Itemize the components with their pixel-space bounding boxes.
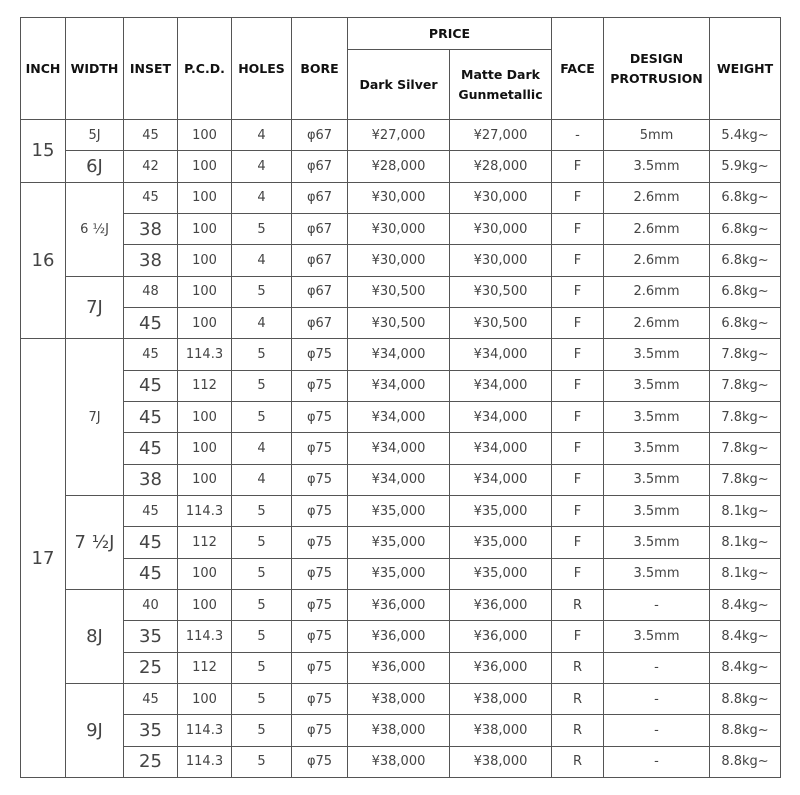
design-protrusion-cell: - [604, 683, 710, 714]
price-dark-silver-cell: ¥36,000 [348, 652, 450, 683]
design-protrusion-cell: 3.5mm [604, 495, 710, 526]
bore-cell: φ75 [292, 558, 348, 589]
header-bore: BORE [292, 18, 348, 120]
table-row [21, 120, 781, 151]
price-matte-dark-gunmetallic-cell: ¥30,000 [450, 245, 552, 276]
price-dark-silver-cell: ¥38,000 [348, 683, 450, 714]
price-dark-silver-cell: ¥34,000 [348, 464, 450, 495]
weight-cell: 8.4kg~ [710, 589, 781, 620]
inset-cell: 25 [124, 652, 178, 683]
pcd-cell: 100 [178, 589, 232, 620]
header-matte-dark-gunmetallic: Matte Dark Gunmetallic [450, 50, 552, 120]
weight-cell: 8.1kg~ [710, 527, 781, 558]
inset-cell: 45 [124, 527, 178, 558]
inset-cell: 40 [124, 589, 178, 620]
pcd-cell: 100 [178, 307, 232, 338]
width-cell: 8J [66, 589, 124, 683]
header-price: PRICE [348, 18, 552, 50]
holes-cell: 5 [232, 401, 292, 432]
design-protrusion-cell: 3.5mm [604, 433, 710, 464]
bore-cell: φ75 [292, 464, 348, 495]
weight-cell: 8.4kg~ [710, 621, 781, 652]
bore-cell: φ75 [292, 589, 348, 620]
header-design-protrusion: DESIGN PROTRUSION [604, 18, 710, 120]
weight-cell: 7.8kg~ [710, 401, 781, 432]
pcd-cell: 100 [178, 151, 232, 182]
weight-cell: 8.8kg~ [710, 683, 781, 714]
inset-cell: 45 [124, 307, 178, 338]
inch-cell: 17 [21, 339, 66, 778]
pcd-cell: 112 [178, 370, 232, 401]
table-row [21, 433, 781, 464]
bore-cell: φ75 [292, 652, 348, 683]
inset-cell: 42 [124, 151, 178, 182]
bore-cell: φ67 [292, 151, 348, 182]
bore-cell: φ75 [292, 495, 348, 526]
price-matte-dark-gunmetallic-cell: ¥34,000 [450, 339, 552, 370]
design-protrusion-cell: - [604, 746, 710, 777]
price-dark-silver-cell: ¥30,500 [348, 276, 450, 307]
price-dark-silver-cell: ¥35,000 [348, 495, 450, 526]
design-protrusion-cell: 2.6mm [604, 245, 710, 276]
table-row [21, 182, 781, 213]
table-row [21, 151, 781, 182]
table-row [21, 370, 781, 401]
inset-cell: 48 [124, 276, 178, 307]
holes-cell: 5 [232, 715, 292, 746]
price-matte-dark-gunmetallic-cell: ¥34,000 [450, 433, 552, 464]
inset-cell: 25 [124, 746, 178, 777]
table-row [21, 683, 781, 714]
pcd-cell: 114.3 [178, 339, 232, 370]
table-row [21, 558, 781, 589]
price-dark-silver-cell: ¥35,000 [348, 527, 450, 558]
price-dark-silver-cell: ¥30,000 [348, 213, 450, 244]
price-matte-dark-gunmetallic-cell: ¥36,000 [450, 652, 552, 683]
face-cell: F [552, 245, 604, 276]
price-matte-dark-gunmetallic-cell: ¥34,000 [450, 370, 552, 401]
inch-cell: 15 [21, 120, 66, 183]
width-cell: 9J [66, 683, 124, 777]
header-face: FACE [552, 18, 604, 120]
face-cell: R [552, 589, 604, 620]
holes-cell: 5 [232, 495, 292, 526]
bore-cell: φ75 [292, 339, 348, 370]
design-protrusion-cell: 2.6mm [604, 276, 710, 307]
design-protrusion-cell: 2.6mm [604, 213, 710, 244]
face-cell: F [552, 213, 604, 244]
price-matte-dark-gunmetallic-cell: ¥38,000 [450, 715, 552, 746]
price-dark-silver-cell: ¥34,000 [348, 433, 450, 464]
holes-cell: 5 [232, 746, 292, 777]
price-matte-dark-gunmetallic-cell: ¥38,000 [450, 746, 552, 777]
pcd-cell: 114.3 [178, 746, 232, 777]
table-row [21, 589, 781, 620]
price-dark-silver-cell: ¥38,000 [348, 746, 450, 777]
face-cell: F [552, 401, 604, 432]
pcd-cell: 100 [178, 464, 232, 495]
table-row [21, 621, 781, 652]
weight-cell: 6.8kg~ [710, 213, 781, 244]
bore-cell: φ67 [292, 276, 348, 307]
bore-cell: φ75 [292, 527, 348, 558]
inset-cell: 45 [124, 182, 178, 213]
design-protrusion-cell: 3.5mm [604, 621, 710, 652]
face-cell: R [552, 652, 604, 683]
inset-cell: 45 [124, 433, 178, 464]
face-cell: F [552, 339, 604, 370]
pcd-cell: 100 [178, 683, 232, 714]
header-dark-silver: Dark Silver [348, 50, 450, 120]
table-row [21, 527, 781, 558]
design-protrusion-cell: 3.5mm [604, 527, 710, 558]
holes-cell: 5 [232, 527, 292, 558]
design-protrusion-cell: 3.5mm [604, 401, 710, 432]
inch-cell: 16 [21, 182, 66, 339]
inset-cell: 45 [124, 120, 178, 151]
bore-cell: φ67 [292, 182, 348, 213]
table-row [21, 245, 781, 276]
weight-cell: 7.8kg~ [710, 464, 781, 495]
header-weight: WEIGHT [710, 18, 781, 120]
bore-cell: φ75 [292, 746, 348, 777]
face-cell: F [552, 433, 604, 464]
design-protrusion-cell: - [604, 652, 710, 683]
design-protrusion-cell: 3.5mm [604, 339, 710, 370]
price-dark-silver-cell: ¥34,000 [348, 370, 450, 401]
pcd-cell: 112 [178, 652, 232, 683]
weight-cell: 8.8kg~ [710, 715, 781, 746]
weight-cell: 6.8kg~ [710, 307, 781, 338]
face-cell: R [552, 683, 604, 714]
price-dark-silver-cell: ¥34,000 [348, 401, 450, 432]
bore-cell: φ75 [292, 683, 348, 714]
inset-cell: 35 [124, 621, 178, 652]
holes-cell: 5 [232, 558, 292, 589]
face-cell: F [552, 527, 604, 558]
weight-cell: 6.8kg~ [710, 182, 781, 213]
bore-cell: φ67 [292, 307, 348, 338]
inset-cell: 45 [124, 558, 178, 589]
bore-cell: φ67 [292, 245, 348, 276]
table-row [21, 276, 781, 307]
weight-cell: 7.8kg~ [710, 339, 781, 370]
holes-cell: 5 [232, 339, 292, 370]
price-dark-silver-cell: ¥28,000 [348, 151, 450, 182]
pcd-cell: 100 [178, 120, 232, 151]
holes-cell: 5 [232, 370, 292, 401]
price-dark-silver-cell: ¥35,000 [348, 558, 450, 589]
holes-cell: 4 [232, 182, 292, 213]
price-matte-dark-gunmetallic-cell: ¥28,000 [450, 151, 552, 182]
face-cell: - [552, 120, 604, 151]
weight-cell: 5.9kg~ [710, 151, 781, 182]
price-dark-silver-cell: ¥38,000 [348, 715, 450, 746]
inset-cell: 35 [124, 715, 178, 746]
design-protrusion-cell: 3.5mm [604, 151, 710, 182]
pcd-cell: 100 [178, 213, 232, 244]
weight-cell: 5.4kg~ [710, 120, 781, 151]
price-dark-silver-cell: ¥36,000 [348, 589, 450, 620]
table-row [21, 746, 781, 777]
price-matte-dark-gunmetallic-cell: ¥35,000 [450, 527, 552, 558]
bore-cell: φ75 [292, 401, 348, 432]
price-matte-dark-gunmetallic-cell: ¥34,000 [450, 401, 552, 432]
pcd-cell: 100 [178, 558, 232, 589]
price-matte-dark-gunmetallic-cell: ¥35,000 [450, 558, 552, 589]
holes-cell: 5 [232, 621, 292, 652]
holes-cell: 5 [232, 213, 292, 244]
pcd-cell: 114.3 [178, 715, 232, 746]
table-body [21, 120, 781, 778]
design-protrusion-cell: 3.5mm [604, 464, 710, 495]
holes-cell: 5 [232, 589, 292, 620]
face-cell: F [552, 307, 604, 338]
weight-cell: 7.8kg~ [710, 370, 781, 401]
price-matte-dark-gunmetallic-cell: ¥30,500 [450, 276, 552, 307]
table-row [21, 213, 781, 244]
inset-cell: 38 [124, 464, 178, 495]
weight-cell: 8.1kg~ [710, 495, 781, 526]
pcd-cell: 100 [178, 433, 232, 464]
price-dark-silver-cell: ¥34,000 [348, 339, 450, 370]
price-matte-dark-gunmetallic-cell: ¥35,000 [450, 495, 552, 526]
pcd-cell: 112 [178, 527, 232, 558]
face-cell: F [552, 151, 604, 182]
price-matte-dark-gunmetallic-cell: ¥30,500 [450, 307, 552, 338]
face-cell: F [552, 621, 604, 652]
holes-cell: 4 [232, 307, 292, 338]
weight-cell: 6.8kg~ [710, 245, 781, 276]
pcd-cell: 100 [178, 245, 232, 276]
table-row [21, 401, 781, 432]
bore-cell: φ75 [292, 621, 348, 652]
price-matte-dark-gunmetallic-cell: ¥36,000 [450, 589, 552, 620]
table-row [21, 464, 781, 495]
holes-cell: 4 [232, 120, 292, 151]
face-cell: F [552, 276, 604, 307]
pcd-cell: 114.3 [178, 495, 232, 526]
header-inch: INCH [21, 18, 66, 120]
design-protrusion-cell: 2.6mm [604, 182, 710, 213]
width-cell: 7J [66, 339, 124, 496]
design-protrusion-cell: 3.5mm [604, 558, 710, 589]
design-protrusion-cell: - [604, 589, 710, 620]
face-cell: R [552, 715, 604, 746]
holes-cell: 5 [232, 652, 292, 683]
inset-cell: 45 [124, 683, 178, 714]
holes-cell: 4 [232, 245, 292, 276]
price-dark-silver-cell: ¥27,000 [348, 120, 450, 151]
price-dark-silver-cell: ¥30,000 [348, 182, 450, 213]
inset-cell: 45 [124, 370, 178, 401]
header-pcd: P.C.D. [178, 18, 232, 120]
width-cell: 7J [66, 276, 124, 339]
design-protrusion-cell: 5mm [604, 120, 710, 151]
width-cell: 6 ½J [66, 182, 124, 276]
table-row [21, 307, 781, 338]
price-matte-dark-gunmetallic-cell: ¥27,000 [450, 120, 552, 151]
bore-cell: φ67 [292, 120, 348, 151]
inset-cell: 45 [124, 339, 178, 370]
price-dark-silver-cell: ¥30,500 [348, 307, 450, 338]
price-matte-dark-gunmetallic-cell: ¥34,000 [450, 464, 552, 495]
table-row [21, 495, 781, 526]
pcd-cell: 100 [178, 276, 232, 307]
wheel-spec-table [20, 17, 781, 778]
price-dark-silver-cell: ¥36,000 [348, 621, 450, 652]
width-cell: 7 ½J [66, 495, 124, 589]
holes-cell: 4 [232, 433, 292, 464]
table-row [21, 652, 781, 683]
holes-cell: 4 [232, 464, 292, 495]
weight-cell: 8.1kg~ [710, 558, 781, 589]
bore-cell: φ67 [292, 213, 348, 244]
inset-cell: 45 [124, 401, 178, 432]
design-protrusion-cell: 2.6mm [604, 307, 710, 338]
bore-cell: φ75 [292, 370, 348, 401]
table-row [21, 339, 781, 370]
price-matte-dark-gunmetallic-cell: ¥36,000 [450, 621, 552, 652]
pcd-cell: 114.3 [178, 621, 232, 652]
bore-cell: φ75 [292, 433, 348, 464]
face-cell: F [552, 558, 604, 589]
pcd-cell: 100 [178, 182, 232, 213]
weight-cell: 8.4kg~ [710, 652, 781, 683]
width-cell: 6J [66, 151, 124, 182]
inset-cell: 38 [124, 213, 178, 244]
bore-cell: φ75 [292, 715, 348, 746]
holes-cell: 4 [232, 151, 292, 182]
face-cell: F [552, 370, 604, 401]
price-matte-dark-gunmetallic-cell: ¥38,000 [450, 683, 552, 714]
pcd-cell: 100 [178, 401, 232, 432]
face-cell: F [552, 182, 604, 213]
inset-cell: 38 [124, 245, 178, 276]
holes-cell: 5 [232, 276, 292, 307]
price-matte-dark-gunmetallic-cell: ¥30,000 [450, 213, 552, 244]
width-cell: 5J [66, 120, 124, 151]
price-matte-dark-gunmetallic-cell: ¥30,000 [450, 182, 552, 213]
table-row [21, 715, 781, 746]
header-inset: INSET [124, 18, 178, 120]
inset-cell: 45 [124, 495, 178, 526]
weight-cell: 6.8kg~ [710, 276, 781, 307]
design-protrusion-cell: 3.5mm [604, 370, 710, 401]
weight-cell: 8.8kg~ [710, 746, 781, 777]
face-cell: F [552, 495, 604, 526]
header-holes: HOLES [232, 18, 292, 120]
header-width: WIDTH [66, 18, 124, 120]
face-cell: R [552, 746, 604, 777]
holes-cell: 5 [232, 683, 292, 714]
face-cell: F [552, 464, 604, 495]
design-protrusion-cell: - [604, 715, 710, 746]
weight-cell: 7.8kg~ [710, 433, 781, 464]
price-dark-silver-cell: ¥30,000 [348, 245, 450, 276]
